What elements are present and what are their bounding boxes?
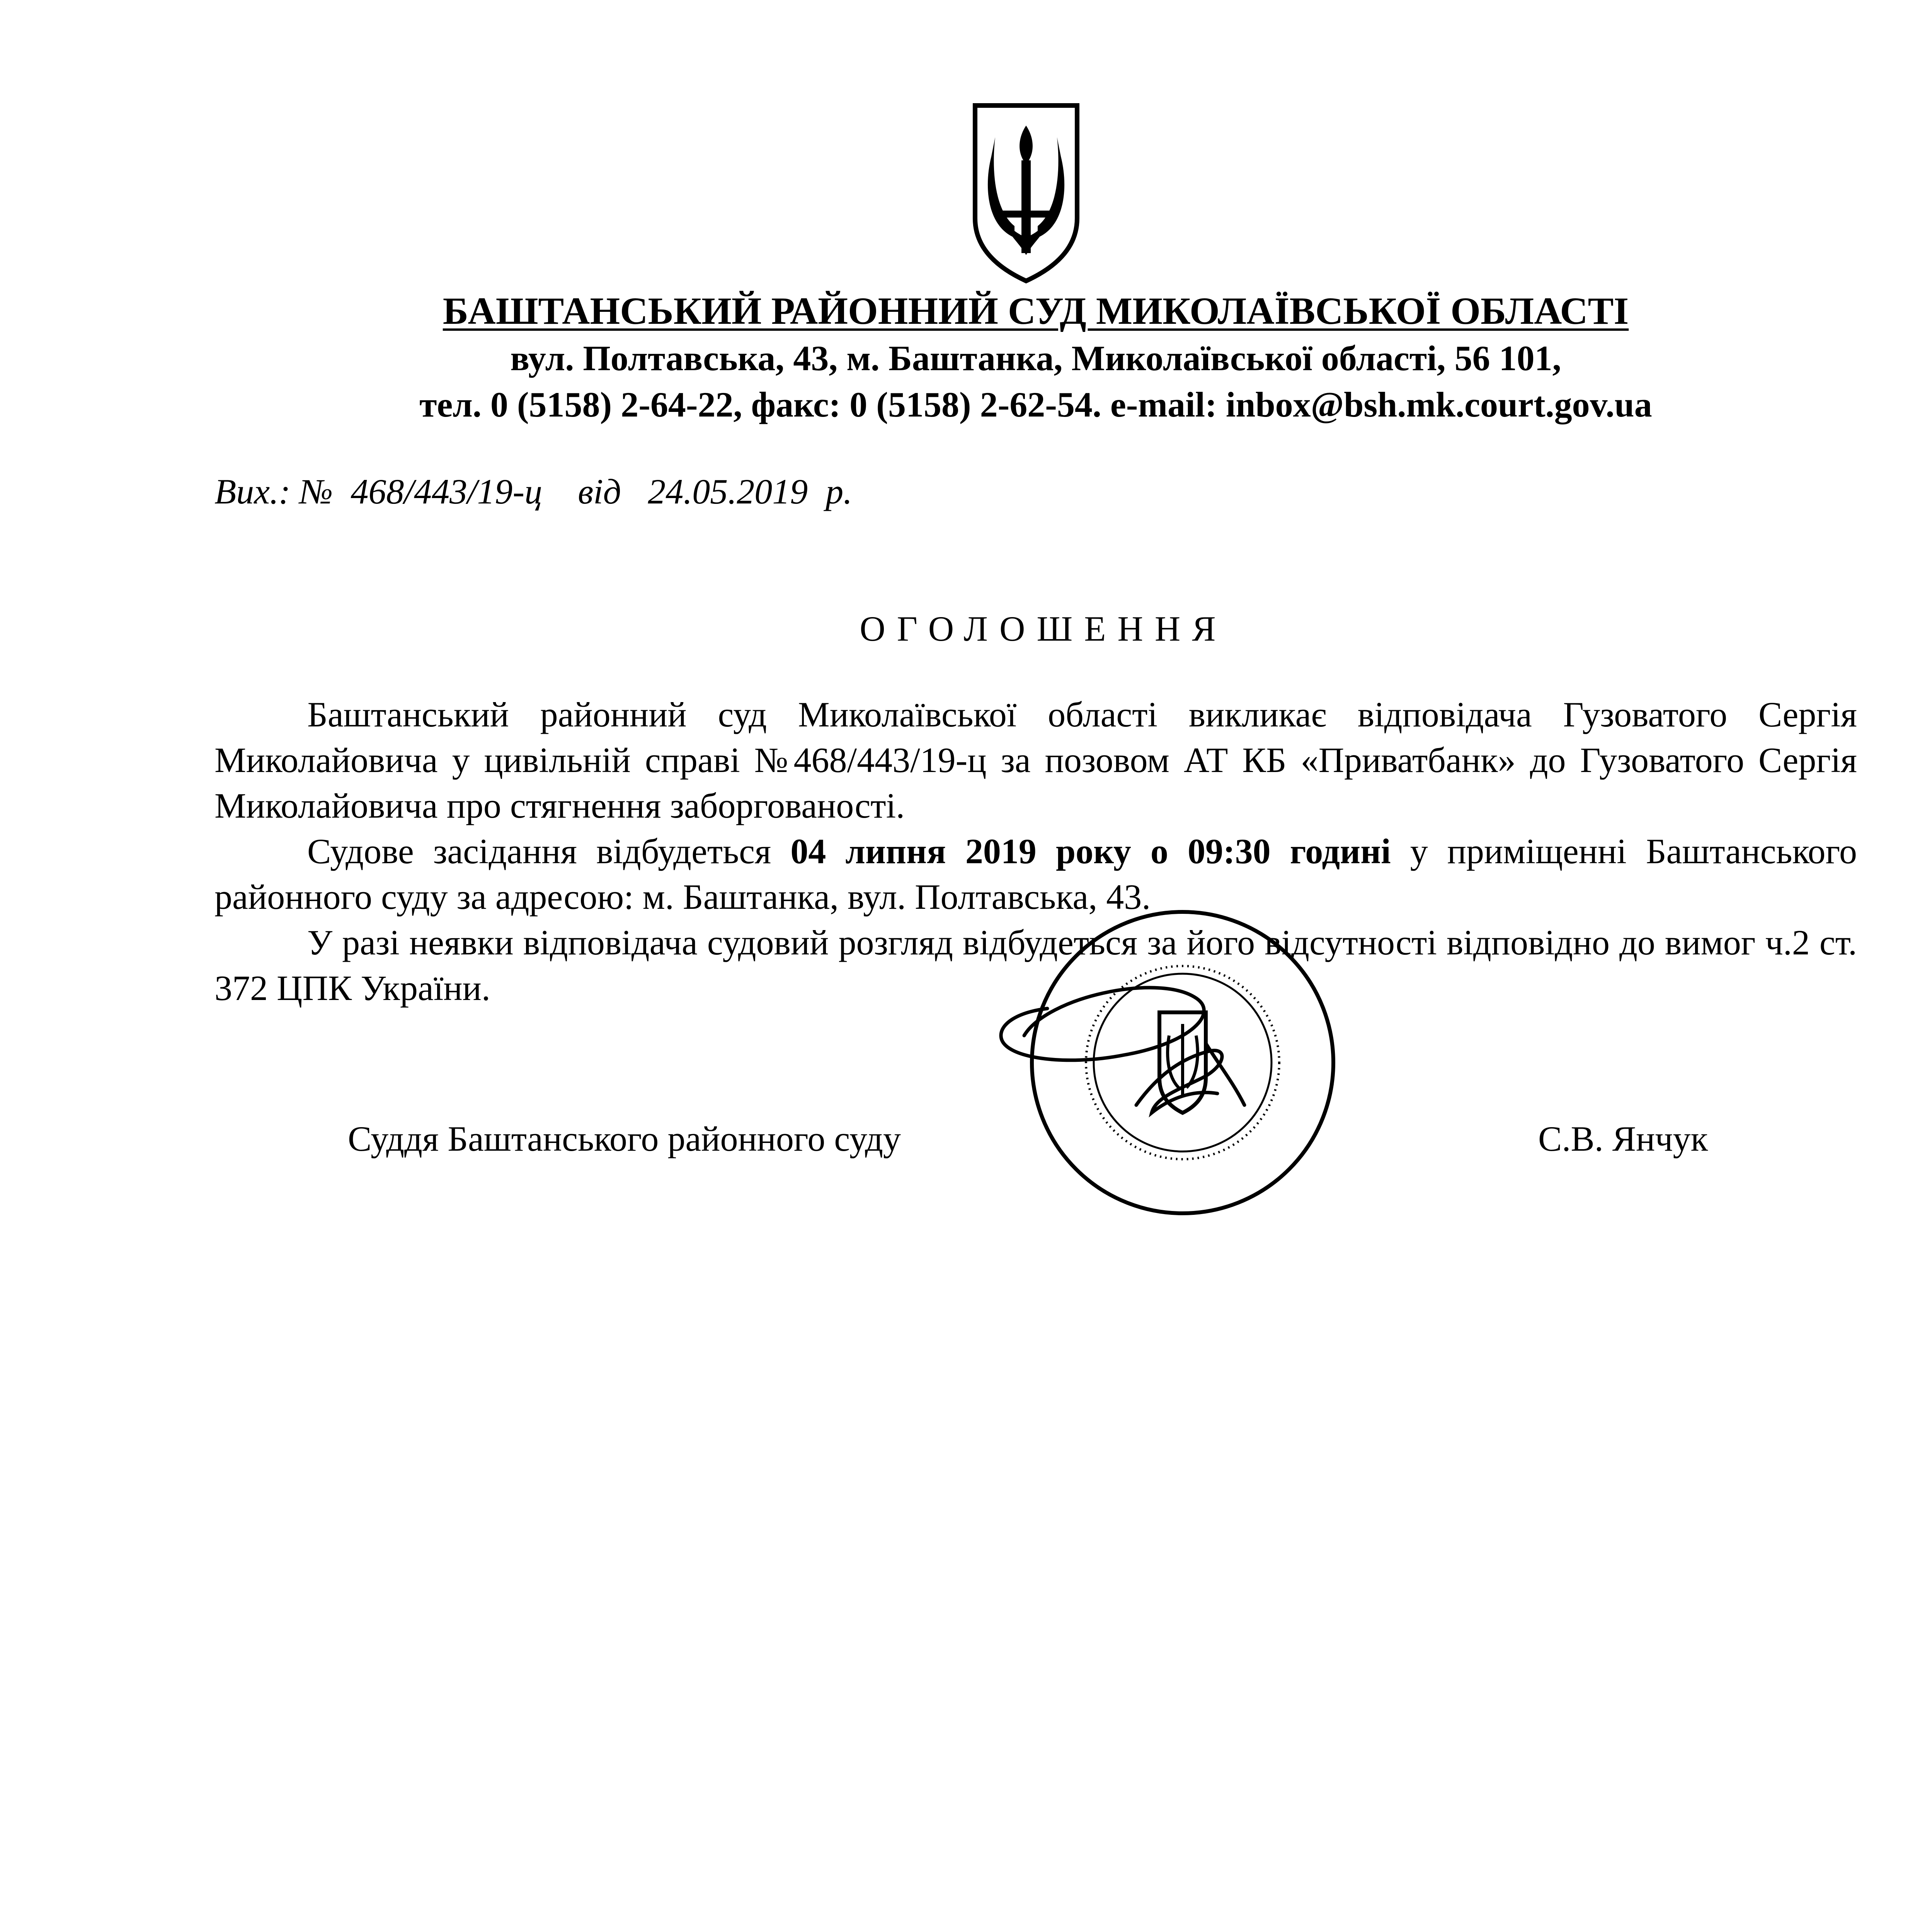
hearing-date-time: 04 липня 2019 року о 09:30 годині — [790, 832, 1391, 871]
judge-position: Суддя Баштанського районного суду — [348, 1119, 901, 1158]
outgoing-suffix: р. — [826, 472, 853, 511]
outgoing-number: 468/443/19-ц — [351, 472, 543, 511]
outgoing-date: 24.05.2019 — [648, 472, 808, 511]
hearing-text-after: у приміщенні Баштанського районного суду за адресою: м. Баштанка, вул. Полтавська, 43. — [214, 832, 1857, 917]
court-name-heading: БАШТАНСЬКИЙ РАЙОННИЙ СУД МИКОЛАЇВСЬКОЇ ОБЛАСТІ — [443, 289, 1629, 332]
court-seal-stamp-icon — [885, 896, 1372, 1236]
hearing-text-before: Судове засідання відбудеться — [307, 832, 791, 871]
court-address: вул. Полтавська, 43, м. Баштанка, Миколаївської області, 56 101, — [510, 338, 1561, 378]
court-contacts: тел. 0 (5158) 2-64-22, факс: 0 (5158) 2-62-54. e-mail: inbox@bsh.mk.court.gov.ua — [419, 385, 1652, 424]
outgoing-from-label: від — [578, 472, 621, 511]
document-title: ОГОЛОШЕННЯ — [860, 609, 1227, 648]
tryzub-emblem-icon — [968, 102, 1084, 284]
outgoing-label: Вих.: № — [214, 472, 333, 511]
judge-name: С.В. Янчук — [1538, 1119, 1708, 1158]
paragraph-summons: Баштанський районний суд Миколаївської області викликає відповідача Гузоватого Сергія Миколайовича у цивільній справі №468/443/19-ц за позовом АТ КБ «Приватбанк» до Гузоватого Сергія Миколайовича про стягнення заборгованості. — [214, 695, 1857, 825]
paragraph-absence-notice: У разі неявки відповідача судовий розгляд відбудеться за його відсутності відповідно до вимог ч.2 ст. 372 ЦПК України. — [214, 923, 1857, 1008]
outgoing-reference — [214, 469, 852, 514]
